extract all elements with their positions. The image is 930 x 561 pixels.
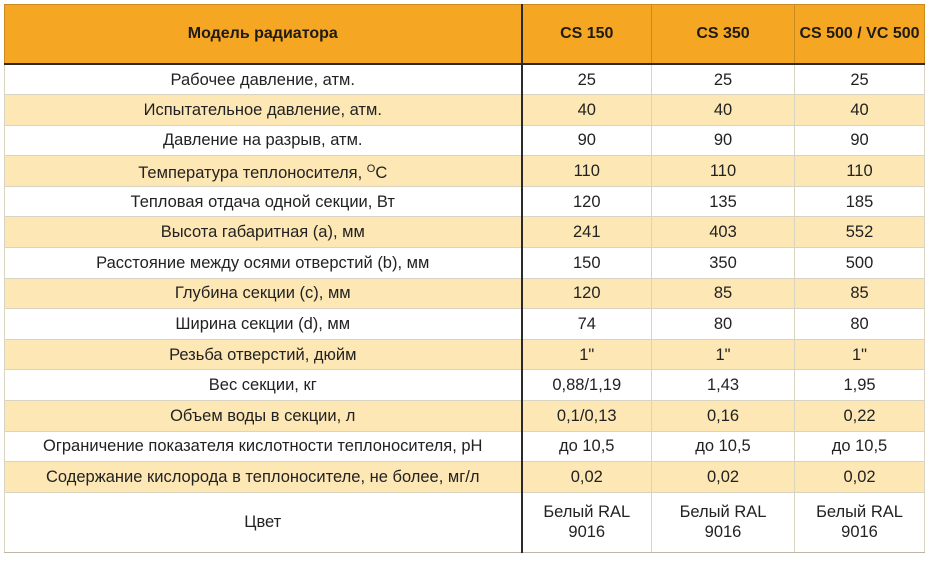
table-row	[5, 217, 925, 248]
header-param: Модель радиатора	[5, 5, 522, 65]
table-row	[5, 339, 925, 370]
table-cell: до 10,5	[522, 431, 652, 462]
table-cell: 150	[522, 248, 652, 279]
header-model-cs350: CS 350	[652, 5, 795, 65]
table-cell: 1,43	[652, 370, 795, 401]
row-label	[5, 64, 522, 95]
table-cell: 0,02	[522, 462, 652, 493]
table-cell: 0,02	[652, 462, 795, 493]
row-label-text: Рабочее давление, атм.	[170, 70, 355, 89]
row-label	[5, 370, 522, 401]
row-label	[5, 492, 522, 552]
row-label-text: Резьба отверстий, дюйм	[169, 345, 357, 364]
row-label-text: Вес секции, кг	[208, 376, 317, 395]
row-label	[5, 462, 522, 493]
table-cell: 185	[795, 186, 925, 217]
row-label-text: Глубина секции (с), мм	[174, 284, 351, 303]
table-cell: 0,22	[795, 401, 925, 432]
row-label	[5, 431, 522, 462]
table-cell: 110	[522, 156, 652, 187]
header-model-cs150: CS 150	[522, 5, 652, 65]
row-label	[5, 217, 522, 248]
table-cell: 85	[652, 278, 795, 309]
row-label	[5, 95, 522, 126]
table-cell: 0,88/1,19	[522, 370, 652, 401]
table-row	[5, 462, 925, 493]
table-row	[5, 64, 925, 95]
table-cell: 110	[652, 156, 795, 187]
table-cell: 40	[522, 95, 652, 126]
table-cell: 1"	[522, 339, 652, 370]
table-cell: 120	[522, 186, 652, 217]
row-label-unit: С	[375, 164, 388, 183]
table-cell: 74	[522, 309, 652, 340]
table-cell: 80	[795, 309, 925, 340]
table-cell: до 10,5	[795, 431, 925, 462]
table-row	[5, 309, 925, 340]
table-cell: 110	[795, 156, 925, 187]
table-cell: 40	[652, 95, 795, 126]
row-label-text: Давление на разрыв, атм.	[162, 131, 363, 150]
table-cell: 25	[795, 64, 925, 95]
spec-table-wrapper	[4, 4, 924, 553]
table-cell: 90	[652, 125, 795, 156]
table-cell: 500	[795, 248, 925, 279]
table-row	[5, 248, 925, 279]
table-row	[5, 370, 925, 401]
table-cell: 85	[795, 278, 925, 309]
row-label-text: Цвет	[244, 513, 282, 532]
row-label	[5, 186, 522, 217]
table-cell: 40	[795, 95, 925, 126]
table-cell: 1"	[652, 339, 795, 370]
table-cell: 403	[652, 217, 795, 248]
table-row	[5, 431, 925, 462]
row-label-text: Содержание кислорода в теплоносителе, не более, мг/л	[46, 468, 480, 487]
row-label-text: Температура теплоносителя,	[138, 164, 367, 183]
row-label	[5, 278, 522, 309]
table-row	[5, 125, 925, 156]
table-cell: 1"	[795, 339, 925, 370]
table-cell: 0,16	[652, 401, 795, 432]
table-cell: 120	[522, 278, 652, 309]
table-cell: 80	[652, 309, 795, 340]
row-label	[5, 309, 522, 340]
row-label	[5, 339, 522, 370]
row-label-superscript: О	[366, 163, 376, 176]
row-label	[5, 401, 522, 432]
row-label-text: Ширина секции (d), мм	[175, 315, 351, 334]
row-label-text: Ограничение показателя кислотности теплоносителя, pH	[43, 437, 483, 456]
table-cell: 241	[522, 217, 652, 248]
row-label	[5, 156, 522, 187]
table-row	[5, 95, 925, 126]
table-cell: 350	[652, 248, 795, 279]
row-label-text: Расстояние между осями отверстий (b), мм	[96, 253, 430, 272]
row-label-text: Высота габаритная (а), мм	[160, 223, 365, 242]
row-label-text: Испытательное давление, атм.	[143, 100, 382, 119]
table-row	[5, 278, 925, 309]
row-label	[5, 125, 522, 156]
table-row	[5, 492, 925, 552]
table-cell: 0,02	[795, 462, 925, 493]
radiator-spec-table	[4, 4, 925, 553]
table-cell: 552	[795, 217, 925, 248]
row-label-text: Тепловая отдача одной секции, Вт	[130, 192, 395, 211]
table-row	[5, 186, 925, 217]
table-cell: Белый RAL 9016	[652, 492, 795, 552]
table-cell: 25	[522, 64, 652, 95]
table-cell: 1,95	[795, 370, 925, 401]
row-label-text: Объем воды в секции, л	[170, 406, 356, 425]
row-label	[5, 248, 522, 279]
table-cell: 135	[652, 186, 795, 217]
header-model-cs500: CS 500 / VC 500	[795, 5, 925, 65]
table-cell: 90	[795, 125, 925, 156]
header-row	[5, 5, 925, 65]
spec-body	[5, 64, 925, 552]
table-cell: 90	[522, 125, 652, 156]
table-row	[5, 156, 925, 187]
table-cell: до 10,5	[652, 431, 795, 462]
table-row	[5, 401, 925, 432]
table-cell: 25	[652, 64, 795, 95]
table-cell: Белый RAL 9016	[795, 492, 925, 552]
table-cell: Белый RAL 9016	[522, 492, 652, 552]
table-cell: 0,1/0,13	[522, 401, 652, 432]
